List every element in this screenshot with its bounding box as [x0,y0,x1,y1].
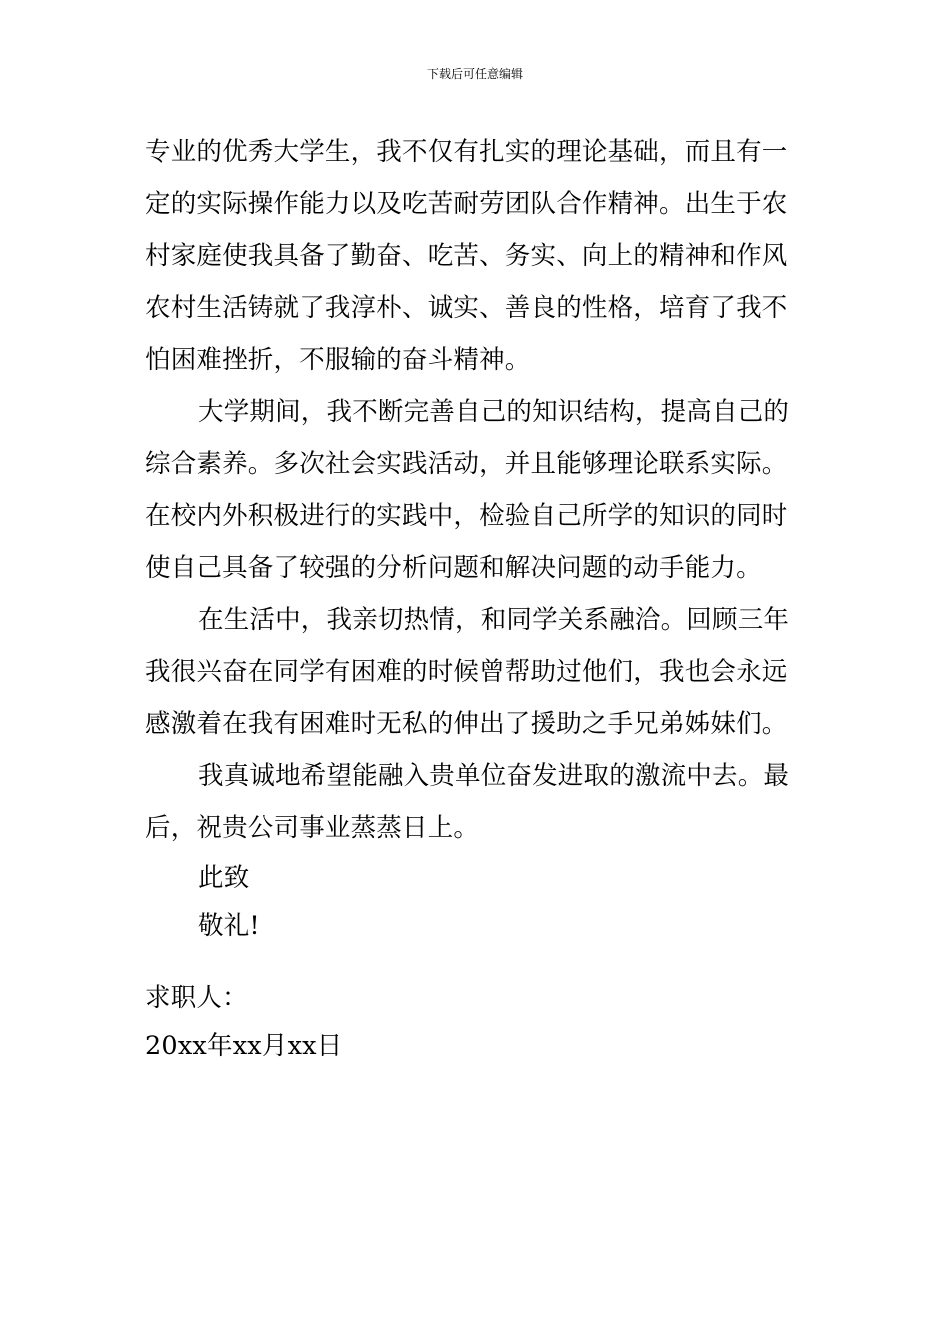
applicant-label: 求职人： [145,983,248,1013]
signature-block [145,974,810,1070]
text-line: 农村生活铸就了我淳朴、诚实、善良的性格，培育了我不 [145,293,788,323]
text-line: 感激着在我有困难时无私的伸出了援助之手兄弟姊妹们。 [145,709,788,739]
closing-salute: 敬礼! [198,911,260,941]
text-line: 我很兴奋在同学有困难的时候曾帮助过他们，我也会永远 [145,657,788,687]
text-line: 怕困难挫折，不服输的奋斗精神。 [145,345,531,375]
paragraph-1 [145,126,810,386]
paragraph-2 [145,386,810,594]
text-line: 我真诚地希望能融入贵单位奋发进取的激流中去。最 [198,761,790,791]
signature-date: 20xx年xx月xx日 [145,1031,343,1061]
text-line: 大学期间，我不断完善自己的知识结构，提高自己的 [198,397,790,427]
paragraph-3 [145,594,810,750]
text-line: 综合素养。多次社会实践活动，并且能够理论联系实际。 [145,449,788,479]
letter-body [145,126,810,950]
text-line: 后，祝贵公司事业蒸蒸日上。 [145,813,480,843]
text-line: 在生活中，我亲切热情，和同学关系融洽。回顾三年 [198,605,790,635]
text-line: 在校内外积极进行的实践中，检验自己所学的知识的同时 [145,501,788,531]
page-header-note: 下载后可任意编辑 [426,67,523,81]
text-line: 村家庭使我具备了勤奋、吃苦、务实、向上的精神和作风 [145,241,788,271]
text-line: 使自己具备了较强的分析问题和解决问题的动手能力。 [145,553,762,583]
text-line: 定的实际操作能力以及吃苦耐劳团队合作精神。出生于农 [145,189,788,219]
closing [145,854,810,950]
paragraph-4 [145,750,810,854]
text-line: 专业的优秀大学生，我不仅有扎实的理论基础，而且有一 [145,137,788,167]
closing-greeting: 此致 [198,863,250,893]
